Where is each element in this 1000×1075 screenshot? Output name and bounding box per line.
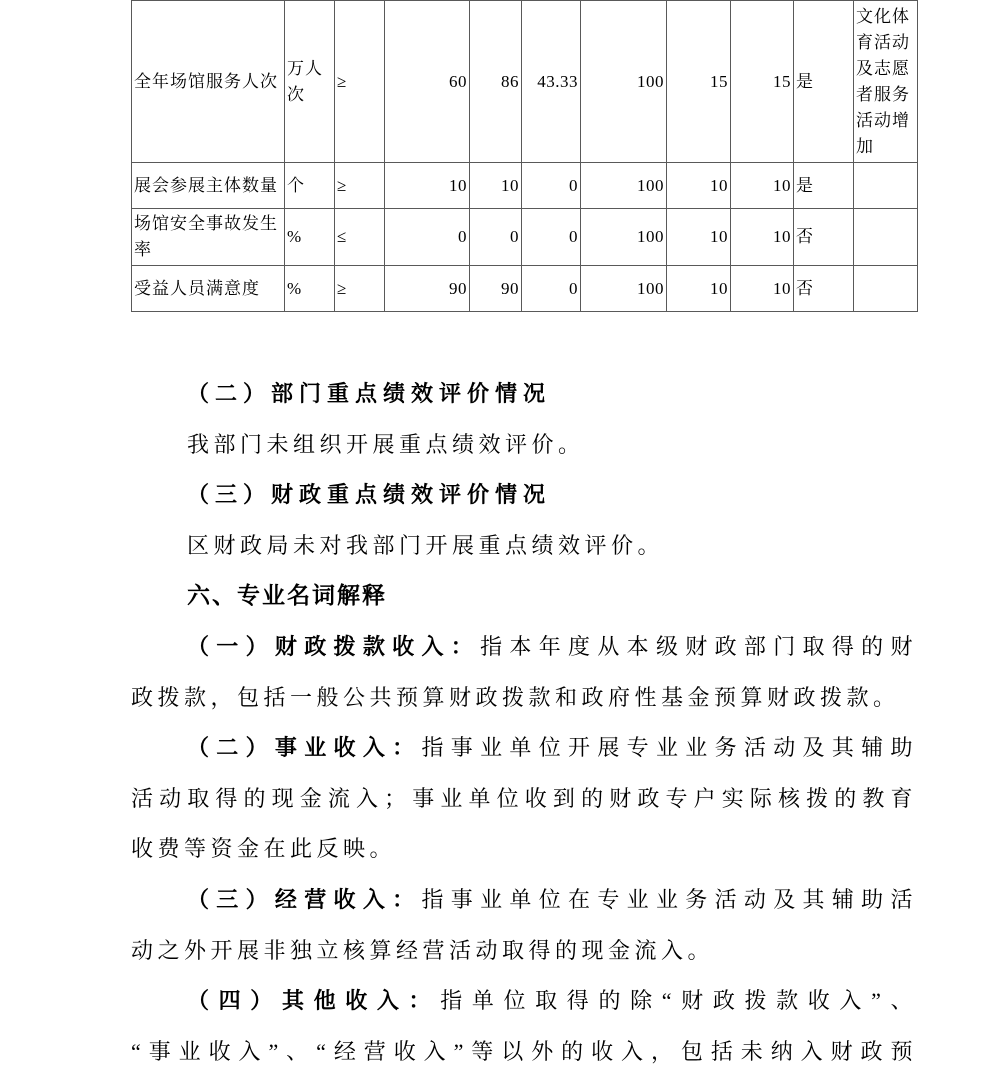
table-cell: ≥ [335, 1, 385, 163]
table-cell: 0 [470, 209, 522, 266]
table-row [132, 266, 918, 312]
text-line [131, 419, 917, 470]
table-cell: 是 [794, 1, 854, 163]
table-cell [854, 209, 918, 266]
text-line [131, 925, 917, 976]
term-label: （二）事业收入： [187, 735, 422, 761]
table-cell: 60 [385, 1, 470, 163]
section-heading [131, 469, 917, 520]
text-line [131, 874, 917, 925]
table-cell: 100 [581, 1, 667, 163]
table-cell: 10 [731, 266, 794, 312]
table-cell: ≥ [335, 266, 385, 312]
table-cell: 15 [731, 1, 794, 163]
table-cell [854, 163, 918, 209]
text-run: 我部门未组织开展重点绩效评价。 [187, 431, 585, 457]
section-heading [131, 368, 917, 419]
text-run: 区财政局未对我部门开展重点绩效评价。 [187, 532, 665, 558]
table-cell: 0 [522, 209, 581, 266]
term-label: （四）其他收入： [187, 988, 441, 1014]
table-cell: ≥ [335, 163, 385, 209]
text-line [131, 621, 917, 672]
text-line [131, 823, 917, 874]
text-run: 活动取得的现金流入；事业单位收到的财政专户实际核拨的教育 [131, 785, 917, 811]
table-row [132, 209, 918, 266]
table-cell: 15 [667, 1, 731, 163]
table-cell: 0 [385, 209, 470, 266]
table-cell: % [285, 266, 335, 312]
text-run: 指事业单位在专业业务活动及其辅助活 [421, 887, 917, 912]
table-cell: 场馆安全事故发生率 [132, 209, 285, 266]
table-cell: 10 [731, 209, 794, 266]
text-line [131, 975, 917, 1026]
table-cell: 个 [285, 163, 335, 209]
term-label: （三）经营收入： [187, 887, 422, 912]
text-run: 指单位取得的除“财政拨款收入”、 [440, 988, 917, 1014]
table-row [132, 1, 918, 163]
table-cell: 万人次 [285, 1, 335, 163]
term-label: （二）部门重点绩效评价情况 [187, 381, 552, 406]
text-line [131, 672, 917, 723]
text-run: 政拨款，包括一般公共预算财政拨款和政府性基金预算财政拨款。 [131, 684, 900, 710]
table-cell: 10 [667, 209, 731, 266]
table-cell: 展会参展主体数量 [132, 163, 285, 209]
text-line [131, 773, 917, 824]
table-cell: 文化体育活动及志愿者服务活动增加 [854, 1, 918, 163]
table-cell: ≤ [335, 209, 385, 266]
table-cell: 90 [470, 266, 522, 312]
text-line [131, 520, 917, 571]
table-cell: 43.33 [522, 1, 581, 163]
table-cell: 是 [794, 163, 854, 209]
text-line [131, 1026, 917, 1075]
text-run: 指本年度从本级财政部门取得的财 [480, 634, 917, 659]
table-cell: 0 [522, 266, 581, 312]
text-run: 动之外开展非独立核算经营活动取得的现金流入。 [131, 937, 715, 963]
table-cell: 全年场馆服务人次 [132, 1, 285, 163]
table-cell: 10 [667, 266, 731, 312]
table-cell: 100 [581, 266, 667, 312]
table-cell: 10 [470, 163, 522, 209]
table-row [132, 163, 918, 209]
table-cell: 否 [794, 266, 854, 312]
table-cell: 0 [522, 163, 581, 209]
performance-indicator-table [131, 0, 918, 312]
text-run: “事业收入”、“经营收入”等以外的收入，包括未纳入财政预 [131, 1038, 917, 1064]
table-cell: 10 [667, 163, 731, 209]
table-cell: 10 [385, 163, 470, 209]
term-label: （一）财政拨款收入： [187, 634, 481, 659]
table-cell: 90 [385, 266, 470, 312]
table-cell: 86 [470, 1, 522, 163]
table-cell [854, 266, 918, 312]
table-cell: 受益人员满意度 [132, 266, 285, 312]
term-label: 六、专业名词解释 [187, 582, 387, 609]
table-cell: 否 [794, 209, 854, 266]
text-line [131, 722, 917, 773]
table-cell: 100 [581, 209, 667, 266]
text-run: 收费等资金在此反映。 [131, 836, 397, 862]
table-cell: 10 [731, 163, 794, 209]
table-cell: % [285, 209, 335, 266]
term-label: （三）财政重点绩效评价情况 [187, 482, 552, 508]
table-cell: 100 [581, 163, 667, 209]
text-run: 指事业单位开展专业业务活动及其辅助 [421, 735, 917, 761]
section-heading-main [131, 570, 917, 621]
